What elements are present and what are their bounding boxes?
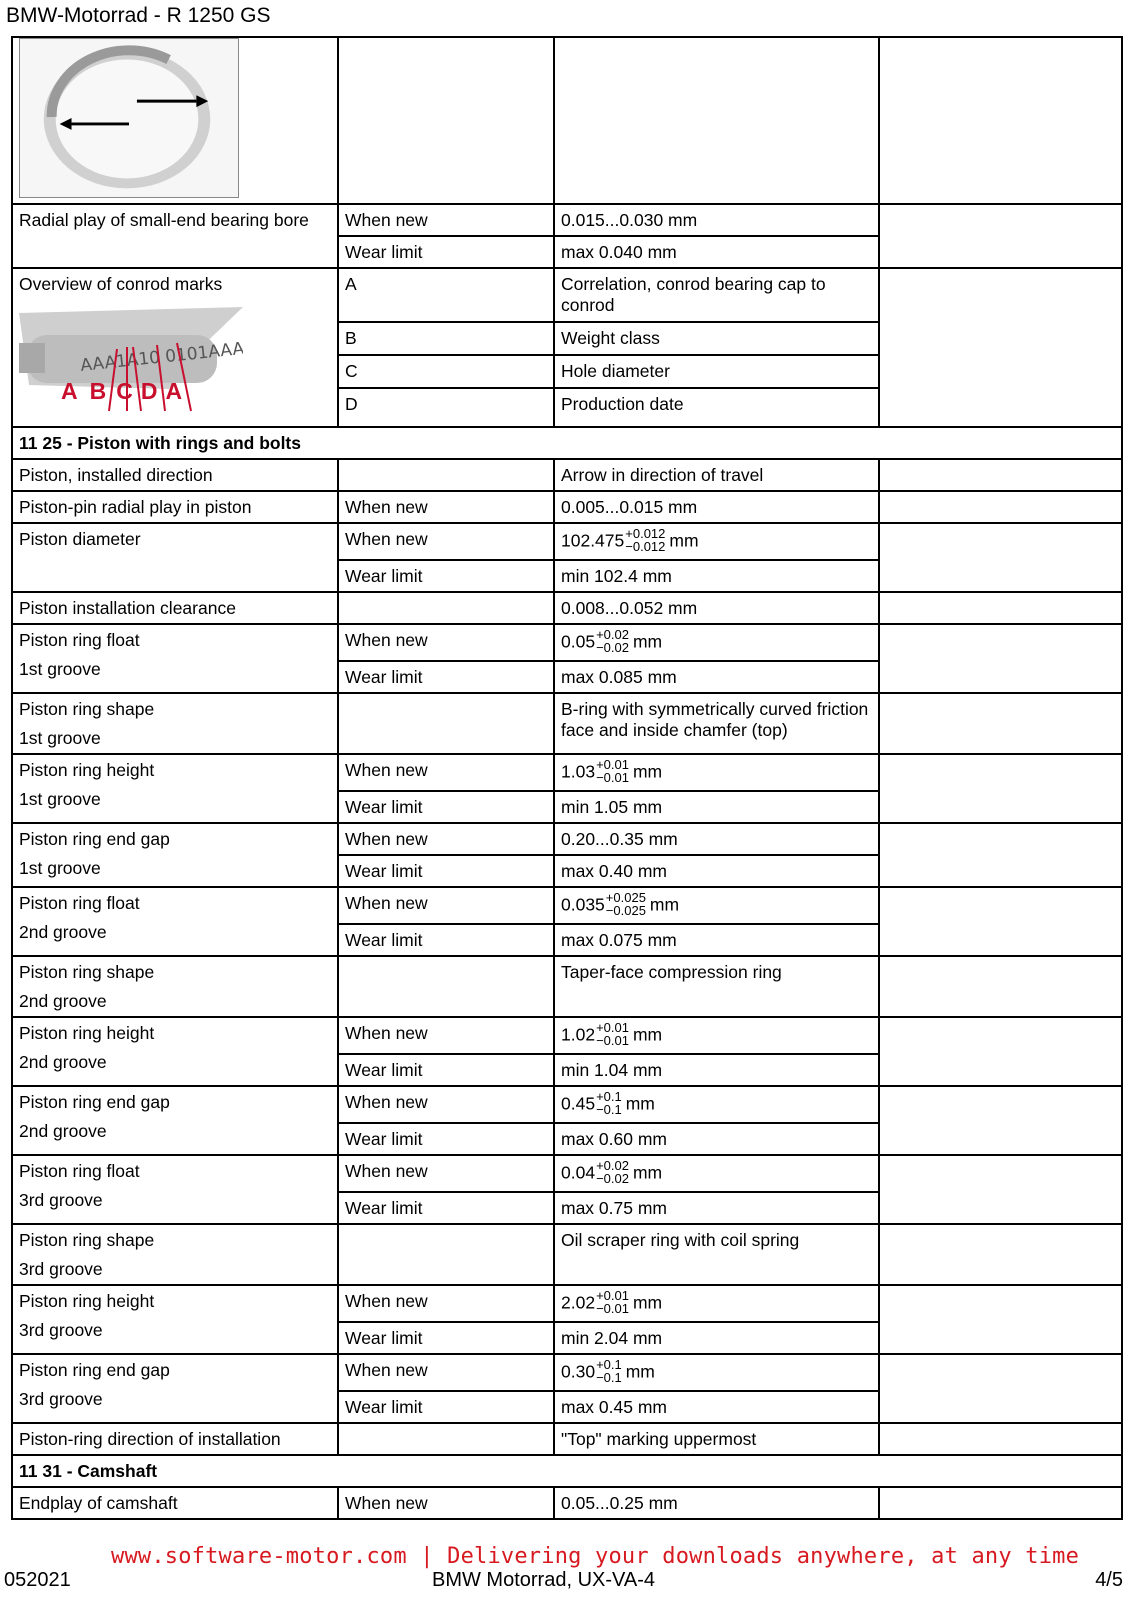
table-row: Piston, installed direction Arrow in direction of travel xyxy=(12,459,1122,491)
table-row: Piston ring end gap 2nd groove When new 0.45 +0.1 −0.1 mm xyxy=(12,1086,1122,1123)
table-row: Piston ring end gap 3rd groove When new 0.30 +0.1 −0.1 mm xyxy=(12,1354,1122,1391)
conrod-marks-cell: Overview of conrod marks AAA1A10 0101AAA A B C D A xyxy=(12,268,338,427)
table-row: Piston ring shape 3rd groove Oil scraper ring with coil spring xyxy=(12,1224,1122,1285)
table-row: Wear limit max 0.040 mm xyxy=(12,236,1122,268)
section-heading: 11 31 - Camshaft xyxy=(12,1455,1122,1487)
table-row: Piston ring height 3rd groove When new 2.02 +0.01 −0.01 mm xyxy=(12,1285,1122,1322)
spec-table xyxy=(11,36,1123,1520)
table-row: Piston-pin radial play in piston When new 0.005...0.015 mm xyxy=(12,491,1122,523)
table-row: Wear limit max 0.085 mm xyxy=(12,661,1122,693)
table-row: Wear limit min 1.04 mm xyxy=(12,1054,1122,1086)
table-row: D Production date xyxy=(12,388,1122,427)
table-row: Wear limit max 0.40 mm xyxy=(12,855,1122,887)
table-row: Piston ring shape 2nd groove Taper-face compression ring xyxy=(12,956,1122,1017)
section-heading-row xyxy=(12,427,1122,459)
table-row: C Hole diameter xyxy=(12,355,1122,388)
table-row: Piston diameter When new 102.475 +0.012 −0.012 mm xyxy=(12,523,1122,560)
table-row: Radial play of small-end bearing bore When new 0.015...0.030 mm xyxy=(12,204,1122,236)
table-row xyxy=(12,37,1122,204)
table-row: Piston ring end gap 1st groove When new 0.20...0.35 mm xyxy=(12,823,1122,855)
footer-date: 052021 xyxy=(4,1569,71,1591)
table-row: B Weight class xyxy=(12,322,1122,355)
bearing-image-cell xyxy=(12,37,338,204)
svg-text:AAA1A10 0101AAA: AAA1A10 0101AAA xyxy=(79,338,243,376)
table-row: Wear limit min 102.4 mm xyxy=(12,560,1122,592)
table-row: Piston installation clearance 0.008...0.052 mm xyxy=(12,592,1122,624)
table-row: Piston-ring direction of installation "Top" marking uppermost xyxy=(12,1423,1122,1455)
table-row: Piston ring shape 1st groove B-ring with symmetrically curved friction face and inside chamfer (top) xyxy=(12,693,1122,754)
table-row: Piston ring float 1st groove When new 0.05 +0.02 −0.02 mm xyxy=(12,624,1122,661)
bearing-shell-image xyxy=(19,38,239,198)
table-row: Piston ring height 2nd groove When new 1.02 +0.01 −0.01 mm xyxy=(12,1017,1122,1054)
table-row: Piston ring float 3rd groove When new 0.04 +0.02 −0.02 mm xyxy=(12,1155,1122,1192)
table-row: Wear limit max 0.60 mm xyxy=(12,1123,1122,1155)
table-row: Endplay of camshaft When new 0.05...0.25 mm xyxy=(12,1487,1122,1519)
watermark[interactable]: www.software-motor.com | Delivering your downloads anywhere, at any time xyxy=(111,1544,1080,1569)
section-heading: 11 25 - Piston with rings and bolts xyxy=(12,427,1122,459)
footer-doc-id: BMW Motorrad, UX-VA-4 xyxy=(432,1569,655,1591)
table-row: Wear limit max 0.075 mm xyxy=(12,924,1122,956)
conrod-mark-letters: A B C D A xyxy=(61,378,185,404)
footer-page-number: 4/5 xyxy=(1095,1569,1123,1591)
table-row: Wear limit max 0.75 mm xyxy=(12,1192,1122,1224)
document-header: BMW-Motorrad - R 1250 GS xyxy=(6,4,271,27)
table-row: Wear limit min 2.04 mm xyxy=(12,1322,1122,1354)
table-row: Wear limit min 1.05 mm xyxy=(12,791,1122,823)
table-row: Wear limit max 0.45 mm xyxy=(12,1391,1122,1423)
table-row: Piston ring float 2nd groove When new 0.035 +0.025 −0.025 mm xyxy=(12,887,1122,924)
table-row: Overview of conrod marks AAA1A10 0101AAA A B C D A A Correlation, conrod bearing cap to conrod xyxy=(12,268,1122,322)
table-row: Piston ring height 1st groove When new 1.03 +0.01 −0.01 mm xyxy=(12,754,1122,791)
section-heading-row xyxy=(12,1455,1122,1487)
